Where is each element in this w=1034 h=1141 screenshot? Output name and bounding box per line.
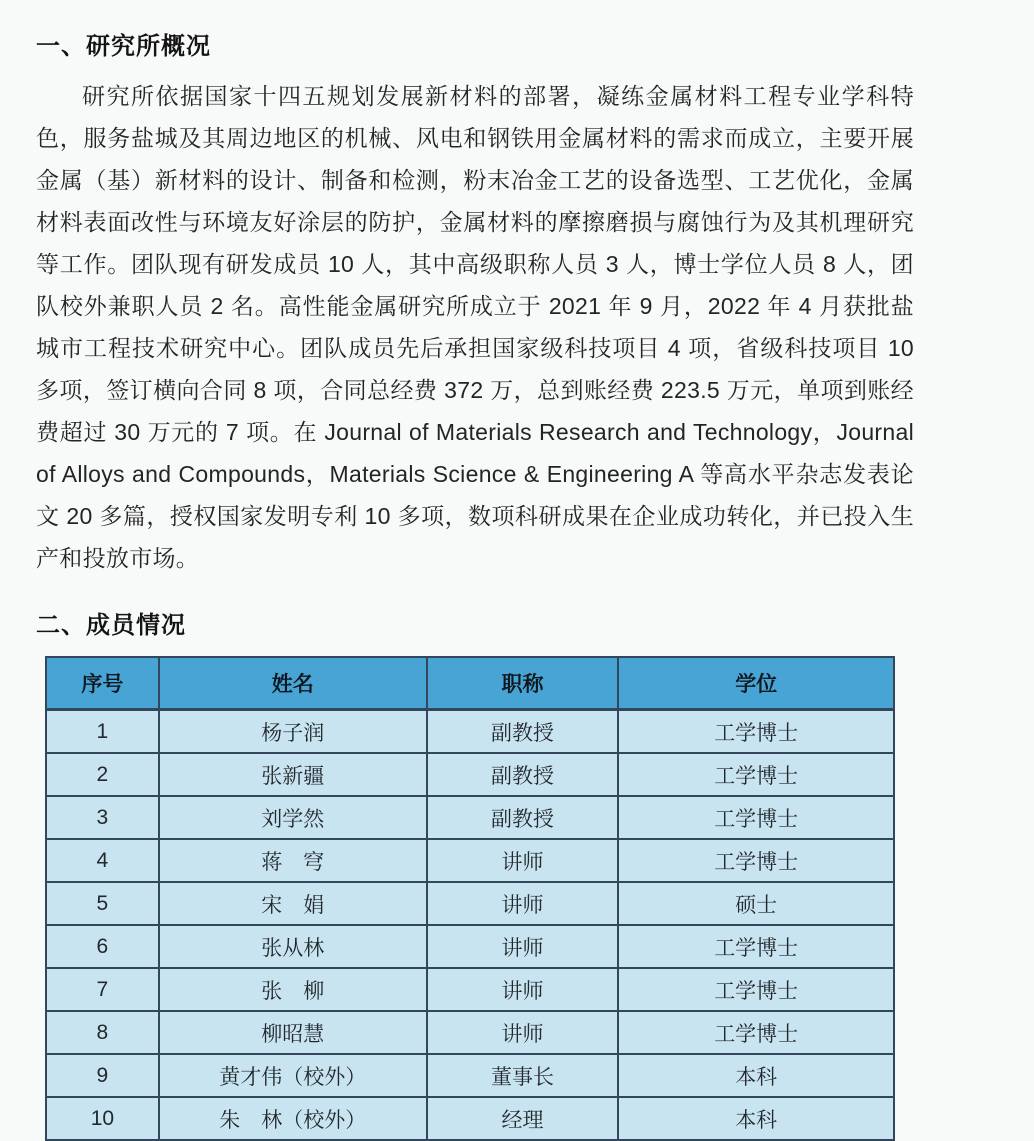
table-cell: 硕士 — [618, 882, 894, 925]
table-cell: 工学博士 — [618, 925, 894, 968]
table-cell: 刘学然 — [159, 796, 427, 839]
column-header: 姓名 — [159, 657, 427, 710]
table-cell: 讲师 — [427, 839, 619, 882]
table-cell: 张 柳 — [159, 968, 427, 1011]
table-cell: 3 — [46, 796, 159, 839]
table-header-row — [46, 657, 894, 710]
table-row — [46, 1054, 894, 1097]
table-cell: 讲师 — [427, 1011, 619, 1054]
table-cell: 7 — [46, 968, 159, 1011]
table-cell: 副教授 — [427, 796, 619, 839]
table-row — [46, 839, 894, 882]
table-cell: 蒋 穹 — [159, 839, 427, 882]
table-cell: 8 — [46, 1011, 159, 1054]
column-header: 序号 — [46, 657, 159, 710]
table-row — [46, 1097, 894, 1140]
table-cell: 张新疆 — [159, 753, 427, 796]
table-cell: 工学博士 — [618, 753, 894, 796]
table-cell: 工学博士 — [618, 839, 894, 882]
table-cell: 工学博士 — [618, 968, 894, 1011]
table-cell: 2 — [46, 753, 159, 796]
table-cell: 讲师 — [427, 882, 619, 925]
table-cell: 本科 — [618, 1054, 894, 1097]
table-cell: 工学博士 — [618, 1011, 894, 1054]
table-cell: 黄才伟（校外） — [159, 1054, 427, 1097]
table-row — [46, 925, 894, 968]
table-cell: 工学博士 — [618, 710, 894, 754]
table-cell: 讲师 — [427, 968, 619, 1011]
table-cell: 经理 — [427, 1097, 619, 1140]
table-row — [46, 968, 894, 1011]
table-cell: 本科 — [618, 1097, 894, 1140]
table-cell: 董事长 — [427, 1054, 619, 1097]
table-cell: 9 — [46, 1054, 159, 1097]
table-cell: 朱 林（校外） — [159, 1097, 427, 1140]
table-cell: 1 — [46, 710, 159, 754]
table-cell: 5 — [46, 882, 159, 925]
table-row — [46, 796, 894, 839]
overview-section-heading: 一、研究所概况 — [36, 33, 211, 60]
members-table — [45, 656, 895, 1141]
table-row — [46, 882, 894, 925]
table-cell: 4 — [46, 839, 159, 882]
table-row — [46, 753, 894, 796]
members-section-heading: 二、成员情况 — [36, 612, 186, 639]
column-header: 学位 — [618, 657, 894, 710]
column-header: 职称 — [427, 657, 619, 710]
table-cell: 10 — [46, 1097, 159, 1140]
table-cell: 柳昭慧 — [159, 1011, 427, 1054]
table-row — [46, 1011, 894, 1054]
table-cell: 宋 娟 — [159, 882, 427, 925]
table-row — [46, 710, 894, 754]
table-cell: 张从林 — [159, 925, 427, 968]
table-cell: 副教授 — [427, 753, 619, 796]
overview-paragraph: 研究所依据国家十四五规划发展新材料的部署，凝练金属材料工程专业学科特色，服务盐城及其周边地区的机械、风电和钢铁用金属材料的需求而成立，主要开展金属（基）新材料的设计、制备和检测，粉末冶金工艺的设备选型、工艺优化，金属材料表面改性与环境友好涂层的防护，金属材料的摩擦磨损与腐蚀行为及其机理研究等工作。团队现有研发成员 10 人，其中高级职称人员 3 人，博士学位人员 8 人，团队校外兼职人员 2 名。高性能金属研究所成立于 2021 年 9 月，2022 年 4 月获批盐城市工程技术研究中心。团队成员先后承担国家级科技项目 4 项，省级科技项目 10 多项，签订横向合同 8 项，合同总经费 372 万，总到账经费 223.5 万元，单项到账经费超过 30 万元的 7 项。在 Journal of Materials Research and Technology，Journal of Alloys and Compounds，Materials Science & Engineering A 等高水平杂志发表论文 20 多篇，授权国家发明专利 10 多项，数项科研成果在企业成功转化，并已投入生产和投放市场。 — [36, 83, 914, 571]
table-cell: 6 — [46, 925, 159, 968]
table-cell: 讲师 — [427, 925, 619, 968]
table-cell: 副教授 — [427, 710, 619, 754]
table-cell: 工学博士 — [618, 796, 894, 839]
table-cell: 杨子润 — [159, 710, 427, 754]
table-body — [46, 710, 894, 1141]
